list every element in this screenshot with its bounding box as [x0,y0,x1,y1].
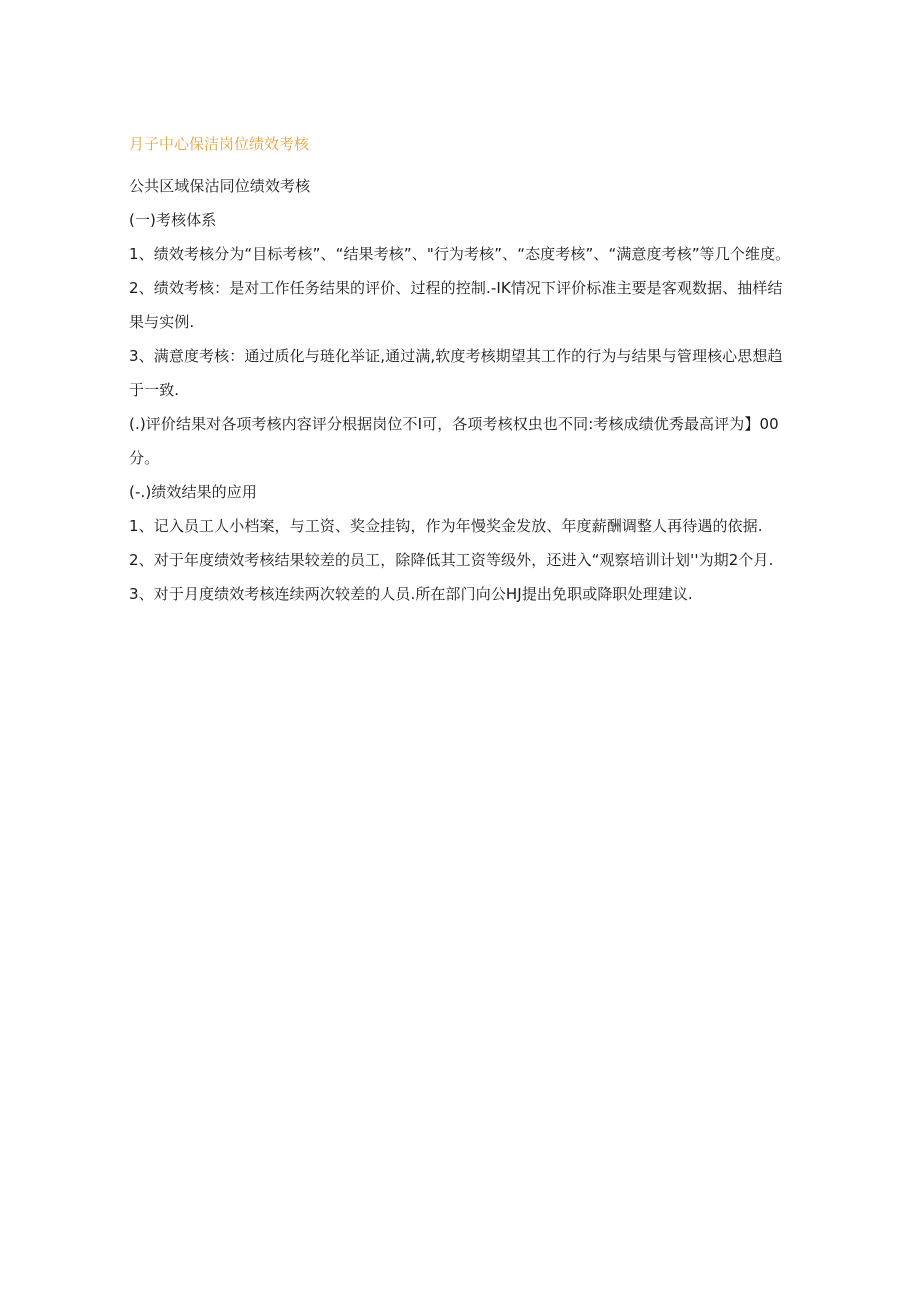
assessment-item-2: 2、绩效考核：是对工作任务结果的评价、过程的控制.-IK情况下评价标准主要是客观数据、抽样结果与实例. [129,279,783,331]
assessment-item-1: 1、绩效考核分为“目标考核”、“结果考核”、"行为考核”、“态度考核”、“满意度考核”等几个维度。 [129,245,791,263]
scoring-paragraph: (.)评价结果对各项考核内容评分根据岗位不I可，各项考核权虫也不同:考核成绩优秀最高评为】00分。 [129,415,779,467]
section-heading-assessment-system: (一)考核体系 [129,211,217,229]
document-title: 月子中心保洁岗位绩效考核 [129,135,310,153]
application-item-1: 1、记入员工人小档案，与工资、奖佥挂钩，作为年慢奖金发放、年度薪酬调整人再待遇的依据. [129,517,763,535]
assessment-item-3: 3、满意度考核：通过质化与琏化举证,通过满,软度考核期望其工作的行为与结果与管理核心思想趋于一致. [129,347,783,399]
section-heading-results-application: (-.)绩效结果的应用 [129,483,257,501]
application-item-3: 3、对于月度绩效考核连续两次较差的人员.所在部门向公HJ提出免职或降职处理建议. [129,585,693,603]
document-subtitle: 公共区域保沽同位绩效考核 [129,177,311,195]
document-body [129,133,794,611]
application-item-2: 2、对于年度绩效考核结果较差的员工，除降低其工资等级外，还进入“观察培训计划''为期2个月. [129,551,774,569]
